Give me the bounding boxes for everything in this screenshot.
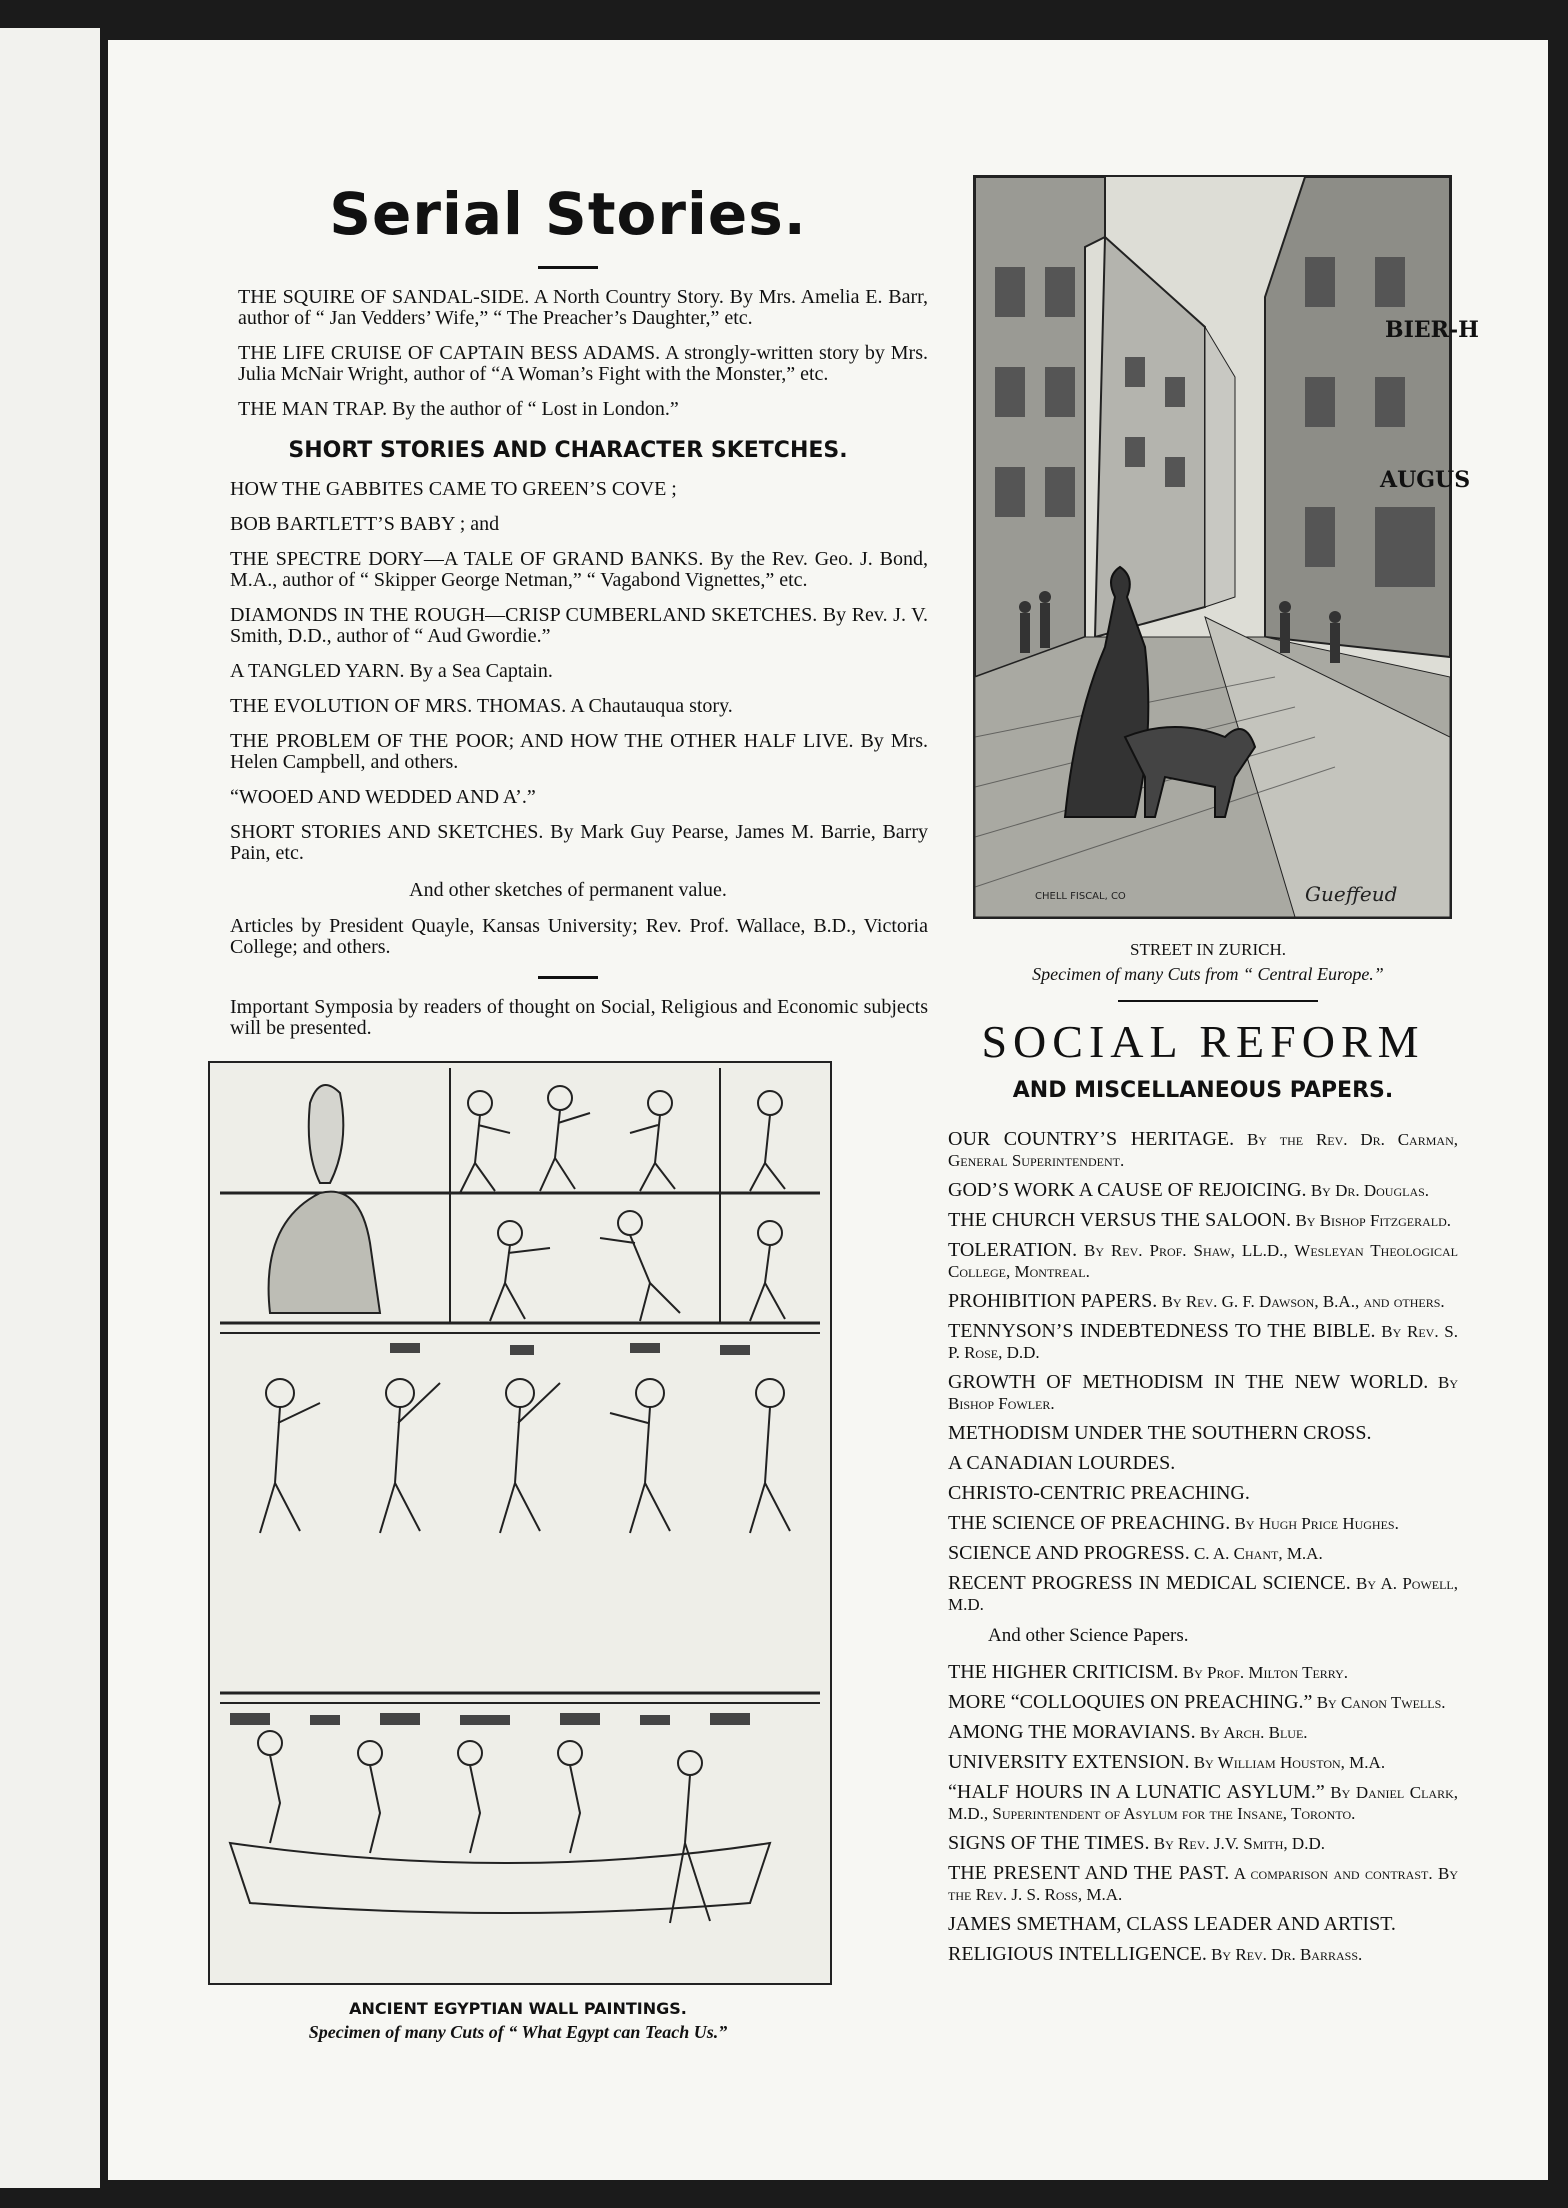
other-science-note: And other Science Papers. xyxy=(988,1625,1189,1646)
symposia-note: Important Symposia by readers of thought on Social, Religious and Economic subjects will be presented. xyxy=(230,996,928,1039)
section-rule xyxy=(538,976,598,979)
sign-augus: AUGUS xyxy=(1380,467,1471,493)
paper-item: RELIGIOUS INTELLIGENCE. By Rev. Dr. Barrass. xyxy=(948,1943,1363,1965)
social-reform-subheading: AND MISCELLANEOUS PAPERS. xyxy=(1012,1078,1394,1103)
paper-item: PROHIBITION PAPERS. By Rev. G. F. Dawson, B.A., and others. xyxy=(948,1290,1445,1312)
paper-item: TOLERATION. By Rev. Prof. Shaw, LL.D., Wesleyan Theological College, Montreal. xyxy=(948,1239,1458,1281)
paper-item: THE SCIENCE OF PREACHING. By Hugh Price Hughes. xyxy=(948,1512,1399,1534)
short-story-item: A TANGLED YARN. By a Sea Captain. xyxy=(230,660,553,682)
engraver-credit: CHELL FISCAL, CO xyxy=(1035,891,1126,902)
short-story-item: THE SPECTRE DORY—A TALE OF GRAND BANKS. By the Rev. Geo. J. Bond, M.A., author of “ Skipper George Netman,” “ Vagabond Vignettes,” etc. xyxy=(230,548,929,591)
serial-item: THE SQUIRE OF SANDAL-SIDE. A North Country Story. By Mrs. Amelia E. Barr, author of “ Jan Vedders’ Wife,” “ The Preacher’s Daughter,” etc. xyxy=(238,286,928,329)
paper-item: THE PRESENT AND THE PAST. A comparison and contrast. By the Rev. J. S. Ross, M.A. xyxy=(948,1862,1459,1904)
page-title: Serial Stories. xyxy=(329,180,807,248)
title-rule xyxy=(538,266,598,269)
street-in-zurich-image xyxy=(973,175,1479,919)
paper-item: SCIENCE AND PROGRESS. C. A. Chant, M.A. xyxy=(948,1542,1323,1564)
paper-item: TENNYSON’S INDEBTEDNESS TO THE BIBLE. By Rev. S. P. Rose, D.D. xyxy=(948,1320,1458,1362)
paper-item: SIGNS OF THE TIMES. By Rev. J.V. Smith, D.D. xyxy=(948,1832,1325,1854)
articles-note: Articles by President Quayle, Kansas University; Rev. Prof. Wallace, B.D., Victoria College; and others. xyxy=(230,915,928,958)
papers-list xyxy=(948,1129,1458,1615)
serial-item: THE MAN TRAP. By the author of “ Lost in London.” xyxy=(238,398,679,420)
short-story-item: “WOOED AND WEDDED AND A’.” xyxy=(230,786,536,808)
paper-item: AMONG THE MORAVIANS. By Arch. Blue. xyxy=(948,1721,1308,1743)
short-story-item: DIAMONDS IN THE ROUGH—CRISP CUMBERLAND SKETCHES. By Rev. J. V. Smith, D.D., author of “ Aud Gwordie.” xyxy=(230,604,928,647)
paper-item: THE CHURCH VERSUS THE SALOON. By Bishop Fitzgerald. xyxy=(948,1209,1451,1231)
paper-item: JAMES SMETHAM, CLASS LEADER AND ARTIST. xyxy=(948,1913,1396,1935)
short-story-item: THE PROBLEM OF THE POOR; AND HOW THE OTHER HALF LIVE. By Mrs. Helen Campbell, and others. xyxy=(230,730,928,773)
paper-item: UNIVERSITY EXTENSION. By William Houston, M.A. xyxy=(948,1751,1386,1773)
short-stories-heading: SHORT STORIES AND CHARACTER SKETCHES. xyxy=(288,438,848,463)
artist-signature: Gueffeud xyxy=(1305,882,1398,906)
other-sketches-note: And other sketches of permanent value. xyxy=(409,879,727,901)
section-rule xyxy=(1118,1000,1318,1002)
paper-item: “HALF HOURS IN A LUNATIC ASYLUM.” By Daniel Clark, M.D., Superintendent of Asylum for the Insane, Toronto. xyxy=(948,1781,1458,1823)
zurich-illustration xyxy=(975,177,1479,917)
serial-item: THE LIFE CRUISE OF CAPTAIN BESS ADAMS. A strongly-written story by Mrs. Julia McNair Wright, author of “A Woman’s Fight with the Monster,” etc. xyxy=(238,342,928,385)
egypt-caption-sub: Specimen of many Cuts of “ What Egypt can Teach Us.” xyxy=(308,2022,728,2042)
facing-page-edge xyxy=(0,28,100,2188)
paper-item: GOD’S WORK A CAUSE OF REJOICING. By Dr. Douglas. xyxy=(948,1179,1430,1201)
short-story-item: THE EVOLUTION OF MRS. THOMAS. A Chautauqua story. xyxy=(230,695,733,717)
egyptian-illustration xyxy=(210,1063,830,1983)
short-stories-list xyxy=(208,479,928,864)
social-reform-section xyxy=(948,1015,1458,1974)
zurich-caption-sub: Specimen of many Cuts from “ Central Europe.” xyxy=(1032,964,1384,984)
short-story-item: HOW THE GABBITES CAME TO GREEN’S COVE ; xyxy=(230,478,677,500)
magazine-page xyxy=(108,40,1548,2180)
social-reform-heading: SOCIAL REFORM xyxy=(981,1016,1425,1067)
paper-item: MORE “COLLOQUIES ON PREACHING.” By Canon Twells. xyxy=(948,1691,1446,1713)
sign-beer: BIER-H xyxy=(1385,317,1479,343)
paper-item: GROWTH OF METHODISM IN THE NEW WORLD. By Bishop Fowler. xyxy=(948,1371,1458,1413)
paper-item: A CANADIAN LOURDES. xyxy=(948,1452,1176,1474)
short-story-item: BOB BARTLETT’S BABY ; and xyxy=(230,513,500,535)
paper-item: THE HIGHER CRITICISM. By Prof. Milton Terry. xyxy=(948,1661,1349,1683)
paper-item: OUR COUNTRY’S HERITAGE. By the Rev. Dr. Carman, General Superintendent. xyxy=(948,1128,1458,1170)
paper-item: CHRISTO-CENTRIC PREACHING. xyxy=(948,1482,1250,1504)
papers-list-2 xyxy=(948,1662,1458,1965)
egyptian-wall-paintings-image xyxy=(208,1061,832,1985)
serial-list xyxy=(208,287,928,420)
zurich-caption-title: STREET IN ZURICH. xyxy=(1130,940,1286,959)
left-column xyxy=(208,130,928,2043)
paper-item: RECENT PROGRESS IN MEDICAL SCIENCE. By A. Powell, M.D. xyxy=(948,1572,1459,1614)
short-story-item: SHORT STORIES AND SKETCHES. By Mark Guy Pearse, James M. Barrie, Barry Pain, etc. xyxy=(230,821,929,864)
paper-item: METHODISM UNDER THE SOUTHERN CROSS. xyxy=(948,1422,1372,1444)
zurich-caption xyxy=(963,940,1453,985)
egypt-caption-title: ANCIENT EGYPTIAN WALL PAINTINGS. xyxy=(349,1999,687,2018)
